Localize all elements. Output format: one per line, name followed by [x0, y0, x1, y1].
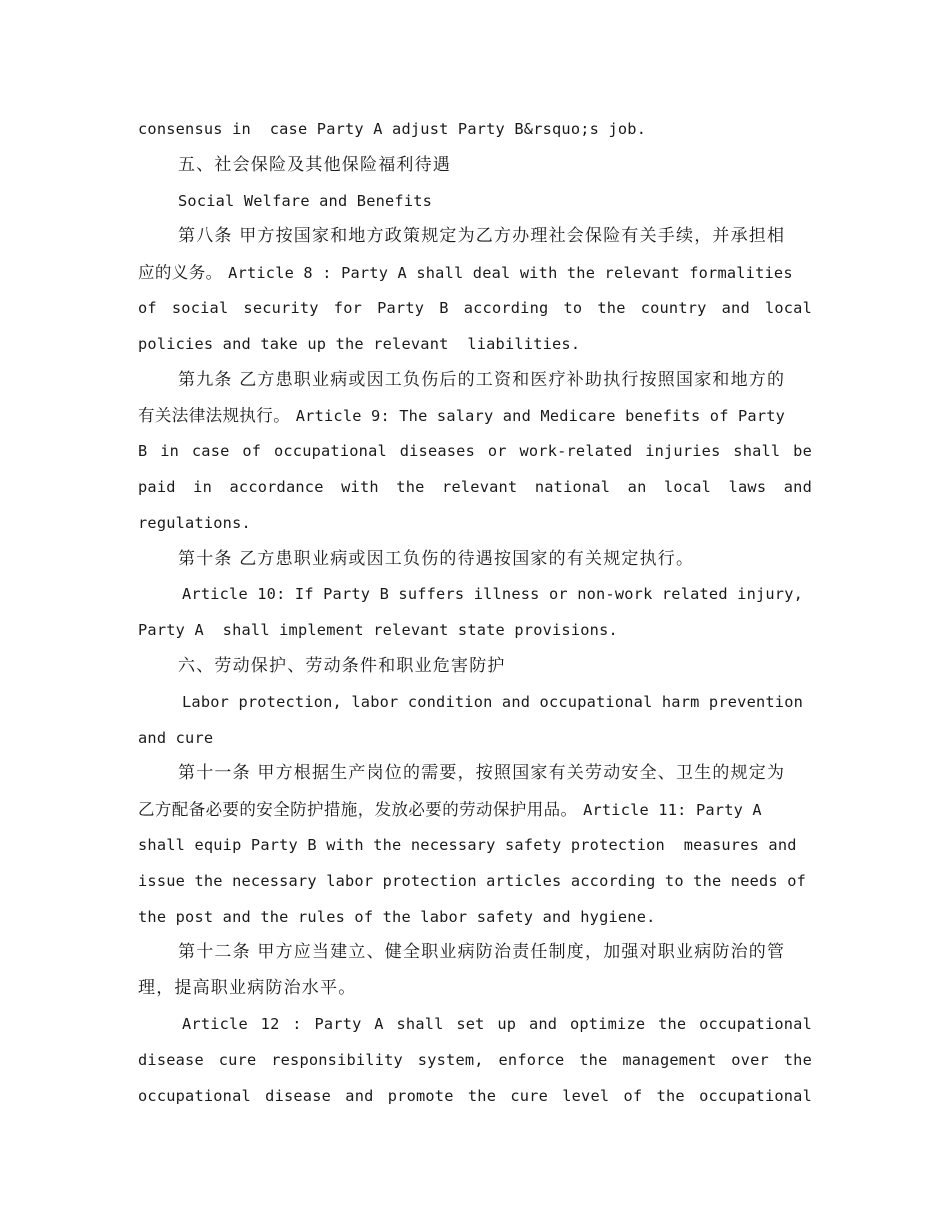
article-8-mixed-line	[138, 255, 812, 291]
article-8-zh-end: 应的义务。	[138, 263, 223, 283]
article-9-zh: 第九条 乙方患职业病或因工负伤后的工资和医疗补助执行按照国家和地方的	[178, 369, 786, 390]
article-10-en: Article 10: If Party B suffers illness or non-work related injury,	[182, 585, 804, 604]
article-11-en-end: the post and the rules of the labor safety and hygiene.	[138, 907, 656, 926]
section-heading-6-en-end: and cure	[138, 728, 214, 747]
article-10-en-end: Party A shall implement relevant state provisions.	[138, 621, 618, 640]
article-8-en: of social security for Party B according to the country and local	[138, 298, 812, 317]
article-12-zh-end: 理，提高职业病防治水平。	[138, 978, 357, 999]
text-line: consensus in case Party A adjust Party B&rsquo;s job.	[138, 120, 647, 138]
article-8-en-start: Article 8 : Party A shall deal with the relevant formalities	[228, 264, 793, 283]
article-9-en: B in case of occupational diseases or work-related injuries shall be	[138, 442, 812, 461]
article-12-en-2: disease cure responsibility system, enforce the management over the	[138, 1050, 812, 1069]
section-heading-5-en: Social Welfare and Benefits	[178, 191, 433, 210]
document-page	[138, 112, 812, 1114]
article-9-en-end: regulations.	[138, 513, 251, 532]
article-8-zh: 第八条 甲方按国家和地方政策规定为乙方办理社会保险有关手续，并承担相	[178, 226, 786, 247]
article-9-zh-end: 有关法律法规执行。	[138, 406, 291, 426]
article-11-en: shall equip Party B with the necessary safety protection measures and	[138, 835, 797, 854]
article-12-zh: 第十二条 甲方应当建立、健全职业病防治责任制度，加强对职业病防治的管	[178, 942, 786, 963]
article-8-en-end: policies and take up the relevant liabilities.	[138, 334, 581, 353]
article-12-en: Article 12 : Party A shall set up and optimize the occupational	[182, 1014, 812, 1033]
article-11-en-start: Article 11: Party A	[583, 801, 762, 820]
article-11-zh-end: 乙方配备必要的安全防护措施，发放必要的劳动保护用品。	[138, 800, 578, 820]
article-11-zh: 第十一条 甲方根据生产岗位的需要，按照国家有关劳动安全、卫生的规定为	[178, 763, 786, 784]
article-12-en-3: occupational disease and promote the cure level of the occupational	[138, 1086, 812, 1105]
article-11-mixed-line	[138, 792, 812, 828]
article-11-en-2: issue the necessary labor protection articles according to the needs of	[138, 871, 807, 890]
section-heading-6-en: Labor protection, labor condition and occupational harm prevention	[182, 692, 804, 711]
article-10-zh: 第十条 乙方患职业病或因工负伤的待遇按国家的有关规定执行。	[178, 548, 695, 569]
article-9-mixed-line	[138, 398, 812, 434]
section-heading-5: 五、社会保险及其他保险福利待遇	[178, 154, 451, 175]
section-heading-6: 六、劳动保护、劳动条件和职业危害防护	[178, 655, 506, 676]
article-9-en-start: Article 9: The salary and Medicare benefits of Party	[295, 407, 786, 426]
article-9-en-2: paid in accordance with the relevant national an local laws and	[138, 477, 812, 496]
